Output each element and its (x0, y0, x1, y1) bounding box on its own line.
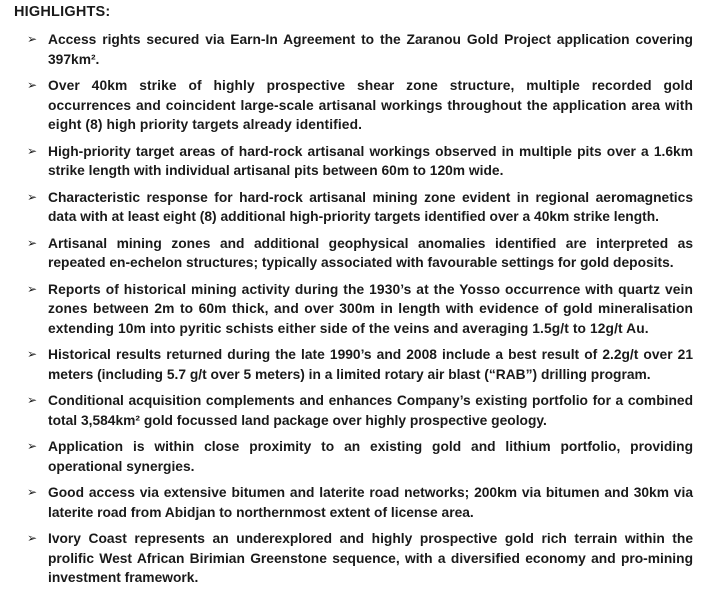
highlight-item (0, 280, 711, 339)
highlight-text: Reports of historical mining activity during the 1930’s at the Yosso occurrence with quartz vein zones between 2m to 60m thick, and over 300m in length with evidence of gold mineralisation extending 10m into pyritic schists either side of the veins and averaging 1.5g/t to 12g/t Au. (48, 281, 693, 336)
arrowhead-bullet-icon: ➢ (27, 32, 38, 46)
highlight-text: Access rights secured via Earn-In Agreement to the Zaranou Gold Project application covering 397km². (48, 32, 693, 67)
highlight-item (0, 437, 711, 476)
highlights-heading: HIGHLIGHTS: (14, 4, 111, 20)
arrowhead-bullet-icon: ➢ (27, 347, 38, 361)
arrowhead-bullet-icon: ➢ (27, 485, 38, 499)
highlight-item (0, 529, 711, 588)
highlight-text: Good access via extensive bitumen and laterite road networks; 200km via bitumen and 30km via laterite road from Abidjan to northernmost extent of license area. (48, 485, 693, 520)
highlight-item (0, 188, 711, 227)
highlight-item (0, 76, 711, 135)
highlight-text: Conditional acquisition complements and enhances Company’s existing portfolio for a combined total 3,584km² gold focussed land package over highly prospective geology. (48, 393, 693, 428)
arrowhead-bullet-icon: ➢ (27, 189, 38, 204)
highlight-text: Historical results returned during the late 1990’s and 2008 include a best result of 2.2g/t over 21 meters (including 5.7 g/t over 5 meters) in a limited rotary air blast (“RAB”) drilling program. (48, 347, 693, 382)
highlight-text: Ivory Coast represents an underexplored and highly prospective gold rich terrain within the prolific West African Birimian Greenstone sequence, with a diversified economy and pro-mining investment framework. (48, 531, 693, 585)
highlight-text: High-priority target areas of hard-rock artisanal workings observed in multiple pits over a 1.6km strike length with individual artisanal pits between 60m to 120m wide. (48, 143, 693, 178)
highlight-item (0, 345, 711, 384)
highlights-list (0, 30, 711, 595)
highlight-item (0, 142, 711, 181)
highlight-text: Over 40km strike of highly prospective shear zone structure, multiple recorded gold occurrences and coincident large-scale artisanal workings throughout the application area with eight (8) high priority targets already identified. (48, 78, 693, 132)
highlight-text: Characteristic response for hard-rock artisanal mining zone evident in regional aeromagnetics data with at least eight (8) additional high-priority targets identified over a 40km strike length. (48, 189, 693, 224)
highlight-text: Application is within close proximity to an existing gold and lithium portfolio, providing operational synergies. (48, 439, 693, 474)
arrowhead-bullet-icon: ➢ (27, 393, 38, 407)
highlight-item (0, 483, 711, 522)
arrowhead-bullet-icon: ➢ (27, 439, 38, 453)
highlight-item (0, 30, 711, 69)
highlight-text: Artisanal mining zones and additional geophysical anomalies identified are interpreted as repeated en-echelon structures; typically associated with favourable settings for gold deposits. (48, 235, 693, 270)
arrowhead-bullet-icon: ➢ (27, 531, 38, 545)
highlight-item (0, 234, 711, 273)
arrowhead-bullet-icon: ➢ (27, 281, 38, 296)
arrowhead-bullet-icon: ➢ (27, 143, 38, 158)
arrowhead-bullet-icon: ➢ (27, 78, 38, 92)
arrowhead-bullet-icon: ➢ (27, 235, 38, 250)
highlight-item (0, 391, 711, 430)
